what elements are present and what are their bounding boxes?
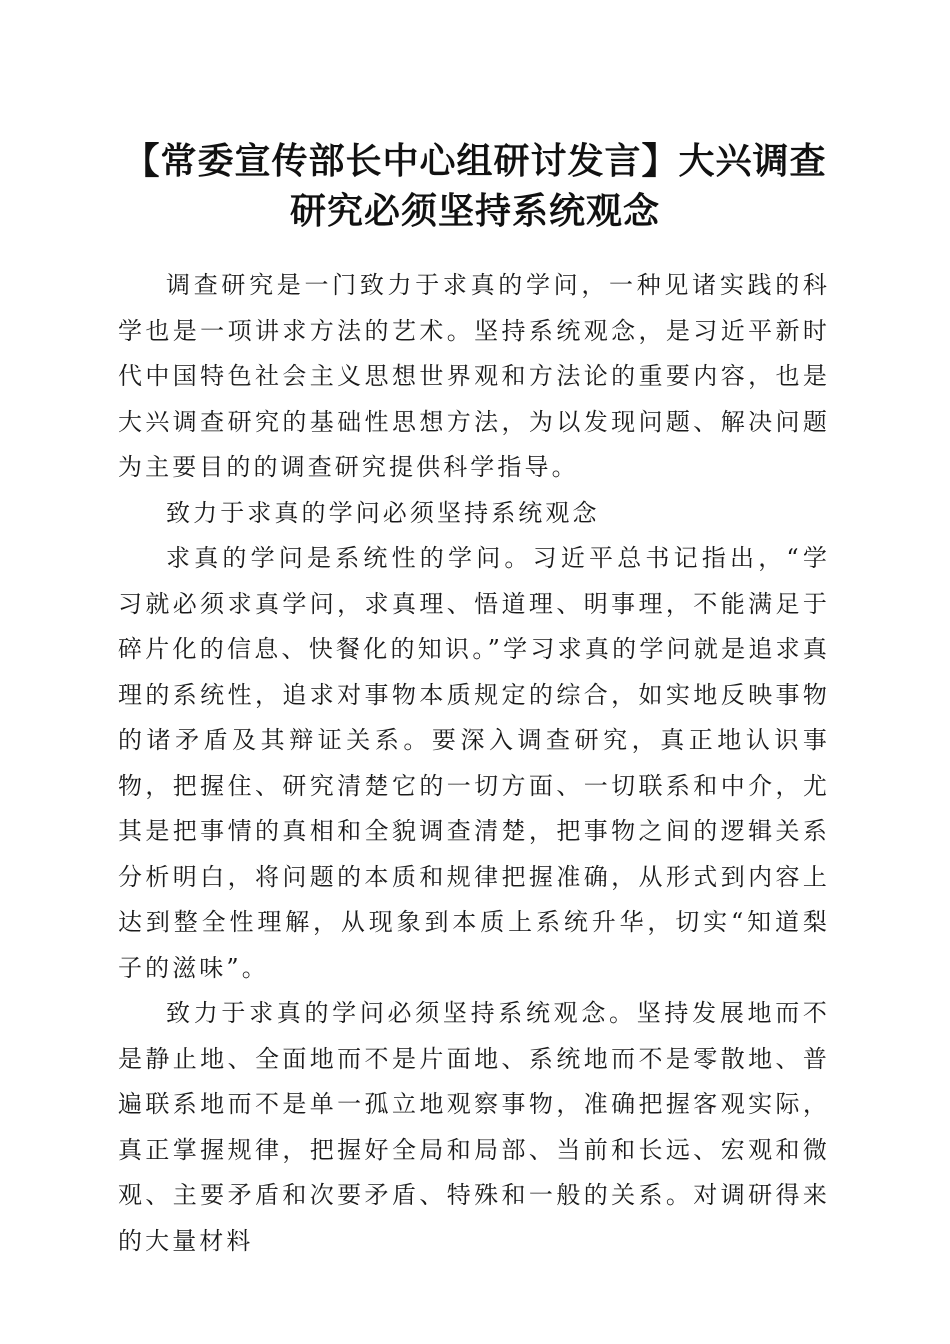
body-paragraph: 致力于求真的学问必须坚持系统观念。坚持发展地而不是静止地、全面地而不是片面地、系统地而不是零散地、普遍联系地而不是单一孤立地观察事物，准确把握客观实际，真正掌握规律，把握好全局和局部、当前和长远、宏观和微观、主要矛盾和次要矛盾、特殊和一般的关系。对调研得来的大量材料 xyxy=(118,999,830,1255)
section-heading: 致力于求真的学问必须坚持系统观念 xyxy=(166,498,600,527)
document-title: 【常委宣传部长中心组研讨发言】大兴调查研究必须坚持系统观念 xyxy=(123,140,827,232)
document-body xyxy=(118,263,830,1264)
body-paragraph: 调查研究是一门致力于求真的学问，一种见诸实践的科学也是一项讲求方法的艺术。坚持系统观念，是习近平新时代中国特色社会主义思想世界观和方法论的重要内容，也是大兴调查研究的基础性思想方法，为以发现问题、解决问题为主要目的的调查研究提供科学指导。 xyxy=(118,271,830,481)
body-paragraph: 求真的学问是系统性的学问。习近平总书记指出，“学习就必须求真学问，求真理、悟道理、明事理，不能满足于碎片化的信息、快餐化的知识。”学习求真的学问就是追求真理的系统性，追求对事物本质规定的综合，如实地反映事物的诸矛盾及其辩证关系。要深入调查研究，真正地认识事物，把握住、研究清楚它的一切方面、一切联系和中介，尤其是把事情的真相和全貌调查清楚，把事物之间的逻辑关系分析明白，将问题的本质和规律把握准确，从形式到内容上达到整全性理解，从现象到本质上系统升华，切实“知道梨子的滋味”。 xyxy=(118,544,830,982)
